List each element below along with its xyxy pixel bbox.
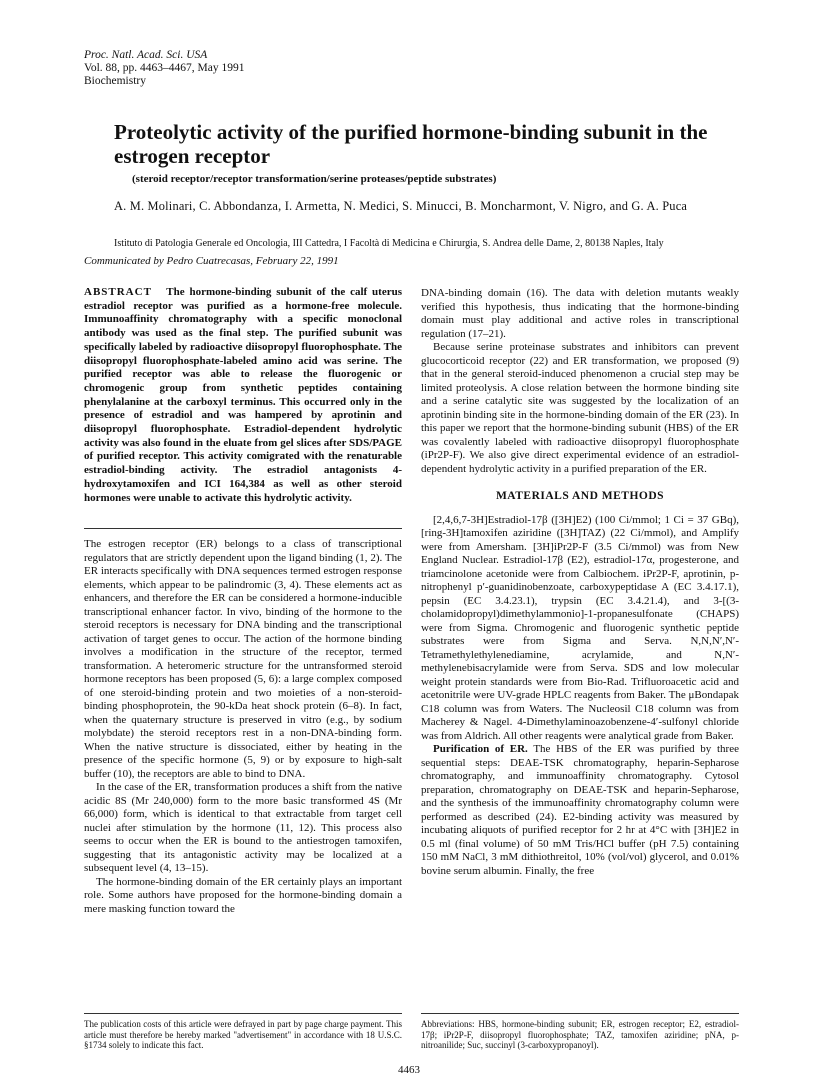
abstract — [84, 286, 402, 505]
left-column — [84, 538, 402, 916]
right-column — [421, 287, 739, 878]
intro-paragraph-3: The hormone-binding domain of the ER certainly plays an important role. Some authors have proposed for the hormone-binding domain a mere masking function toward the — [84, 875, 402, 915]
footnote-abbreviations: Abbreviations: HBS, hormone-binding subunit; ER, estrogen receptor; E2, estradiol-17β; iPr2P-F, diisopropyl fluorophosphate; TAZ, tamoxifen aziridine; pNA, p-nitroanilide; Suc, succinyl (3-carboxypropanoyl). — [421, 1019, 739, 1051]
intro-paragraph-4: DNA-binding domain (16). The data with deletion mutants weakly verified this hypothesis, thus indicating that the hormone-binding domain must play additional and active roles in transcriptional regulation (17–21). — [421, 287, 739, 340]
journal-header — [84, 49, 244, 88]
methods-paragraph-2 — [421, 743, 739, 878]
runin-heading: Purification of ER. — [433, 743, 528, 755]
methods-paragraph-1: [2,4,6,7-3H]Estradiol-17β ([3H]E2) (100 Ci/mmol; 1 Ci = 37 GBq), [ring-3H]tamoxifen aziridine ([3H]TAZ) (22 Ci/mmol), and Amplify were from Amersham. [3H]iPr2P-F (3.5 Ci/mmol) was from New England Nuclear. Estradiol-17β (E2), estradiol-17α, progesterone, and triamcinolone acetonide were from Calbiochem. iPr2P-F, aprotinin, p-nitrophenyl p′-guanidinobenzoate, carboxypeptidase A (EC 3.4.17.1), pepsin (EC 3.4.23.1), trypsin (EC 3.4.21.4), and 3-[(3-cholamidopropyl)dimethylammonio]-1-propanesulfonate (CHAPS) were from Sigma. Chromogenic and fluorogenic synthetic peptide substrates were from Sigma and Serva. N,N,N′,N′-Tetramethylethylenediamine, acrylamide, and N,N′-methylenebisacrylamide were from Serva. SDS and low molecular weight protein standards were from Bio-Rad. Trifluoroacetic acid and acetonitrile were UV-grade HPLC reagents from Baker. The μBondapak C18 column was from Waters. The Nucleosil C18 column was from Macherey & Nagel. 4-Dimethylaminoazobenzene-4′-sulfonyl chloride was from Aldrich. All other reagents were analytical grade from Baker. — [421, 513, 739, 742]
section-heading: MATERIALS AND METHODS — [495, 490, 665, 502]
article-title: Proteolytic activity of the purified hormone-binding subunit in the estrogen receptor — [114, 120, 708, 168]
footnote-divider-left — [84, 1013, 402, 1014]
journal-name: Proc. Natl. Acad. Sci. USA — [84, 49, 208, 61]
journal-volume: Vol. 88, pp. 4463–4467, May 1991 — [84, 62, 245, 74]
abstract-label: ABSTRACT — [84, 286, 152, 298]
page-number: 4463 — [398, 1064, 420, 1076]
footnote-divider-right — [421, 1013, 739, 1014]
intro-paragraph-5: Because serine proteinase substrates and inhibitors can prevent glucocorticoid receptor (22) and ER transformation, we proposed (9) that in the general steroid-induced phenomenon a crucial step may be limited proteolysis. A close relation between the hormone binding site and a serine catalytic site was suggested by the localization of an aprotinin binding site in the hormone-binding domain of the ER (23). In this paper we report that the hormone-binding subunit (HBS) of the ER was covalently labeled with radioactive diisopropyl fluorophosphate (iPr2P-F). We also give direct experimental evidence of an estradiol-dependent hydrolytic activity in a purified preparation of the ER. — [421, 341, 739, 475]
affiliation: Istituto di Patologia Generale ed Oncologia, III Cattedra, I Facoltà di Medicina e Chirurgia, S. Andrea delle Dame, 2, 80138 Naples, Italy — [114, 238, 664, 249]
authors: A. M. Molinari, C. Abbondanza, I. Armetta, N. Medici, S. Minucci, B. Moncharmont, V. Nigro, and G. A. Puca — [114, 199, 688, 213]
footnote-publication-costs: The publication costs of this article were defrayed in part by page charge payment. This article must therefore be hereby marked "advertisement" in accordance with 18 U.S.C. §1734 solely to indicate this fact. — [84, 1019, 402, 1051]
communicated-by: Communicated by Pedro Cuatrecasas, February 22, 1991 — [84, 255, 339, 267]
journal-section: Biochemistry — [84, 75, 146, 87]
abstract-text: The hormone-binding subunit of the calf uterus estradiol receptor was purified as a hormone-free molecule. Immunoaffinity chromatography with a specific monoclonal antibody was used as the final step. The purified subunit was specifically labeled by radioactive diisopropyl fluorophosphate. The diisopropyl fluorophosphate-labeled amino acid was serine. The purified receptor was able to release the fluorogenic or chromogenic group from synthetic peptides containing phenylalanine at the carboxyl terminus. This occurred only in the presence of estradiol and was hampered by aprotinin and diisopropyl fluorophosphate. Estradiol-dependent hydrolytic activity was also found in the eluate from gel slices after SDS/PAGE of purified receptor. This activity comigrated with the renaturable estradiol-binding activity. The estradiol antagonists 4-hydroxytamoxifen and ICI 164,384 as well as other steroid hormones were unable to activate this hydrolytic activity. — [84, 286, 402, 504]
abstract-divider — [84, 528, 402, 529]
intro-paragraph-2: In the case of the ER, transformation produces a shift from the native acidic 8S (Mr 240,000) form to the more basic transformed 4S (Mr 66,000) form, which is identical to that extractable from target cell nuclei after stimulation by the hormone (11, 12). This process also seems to occur when the ER is bound to the antiestrogen tamoxifen, suggesting that its antagonistic activity may be localized at a subsequent level (4, 13–15). — [84, 781, 402, 874]
keywords: (steroid receptor/receptor transformation/serine proteases/peptide substrates) — [132, 173, 497, 185]
methods-paragraph-2-text: The HBS of the ER was purified by three sequential steps: DEAE-TSK chromatography, heparin-Sepharose chromatography, and immunoaffinity chromatography. Cytosol preparation, chromatography on DEAE-TSK and heparin-Sepharose, and the synthesis of the immunoaffinity chromatography column were performed as described (24). E2-binding activity was measured by incubating aliquots of purified receptor for 2 hr at 4°C with [3H]E2 in 0.5 ml (final volume) of 50 mM Tris/HCl buffer (pH 7.5) containing 150 mM NaCl, 3 mM dithiothreitol, 10% (vol/vol) glycerol, and 0.01% bovine serum albumin. Finally, the free — [421, 743, 739, 877]
intro-paragraph-1: The estrogen receptor (ER) belongs to a class of transcriptional regulators that are strictly dependent upon the ligand binding (1, 2). The ER interacts specifically with DNA sequences termed estrogen response elements, which appear to be palindromic (3, 4). These elements act as enhancers, and therefore the ER can be considered a hormone-inducible transcriptional enhancer factor. In vivo, binding of the hormone to the steroid receptors is necessary for DNA binding and the transcriptional activation of target genes to occur. The action of the hormone binding involves a modification in the structure of the receptor, termed transformation. A heteromeric structure for the untransformed steroid hormone receptors has been proposed (5, 6): a large complex composed of one steroid-binding protein and two moieties of a non-steroid-binding phosphoprotein, the 90-kDa heat shock protein (6–8). In fact, when the quaternary structure is preserved in vitro (e.g., by sodium molybdate) the steroid receptors rest in a non-DNA-binding form. When the native structure is dissociated, either by heating in the presence of the specific hormone (5, 9) or by exposure to high-salt buffer (10), the receptors are able to bind to DNA. — [84, 538, 402, 780]
